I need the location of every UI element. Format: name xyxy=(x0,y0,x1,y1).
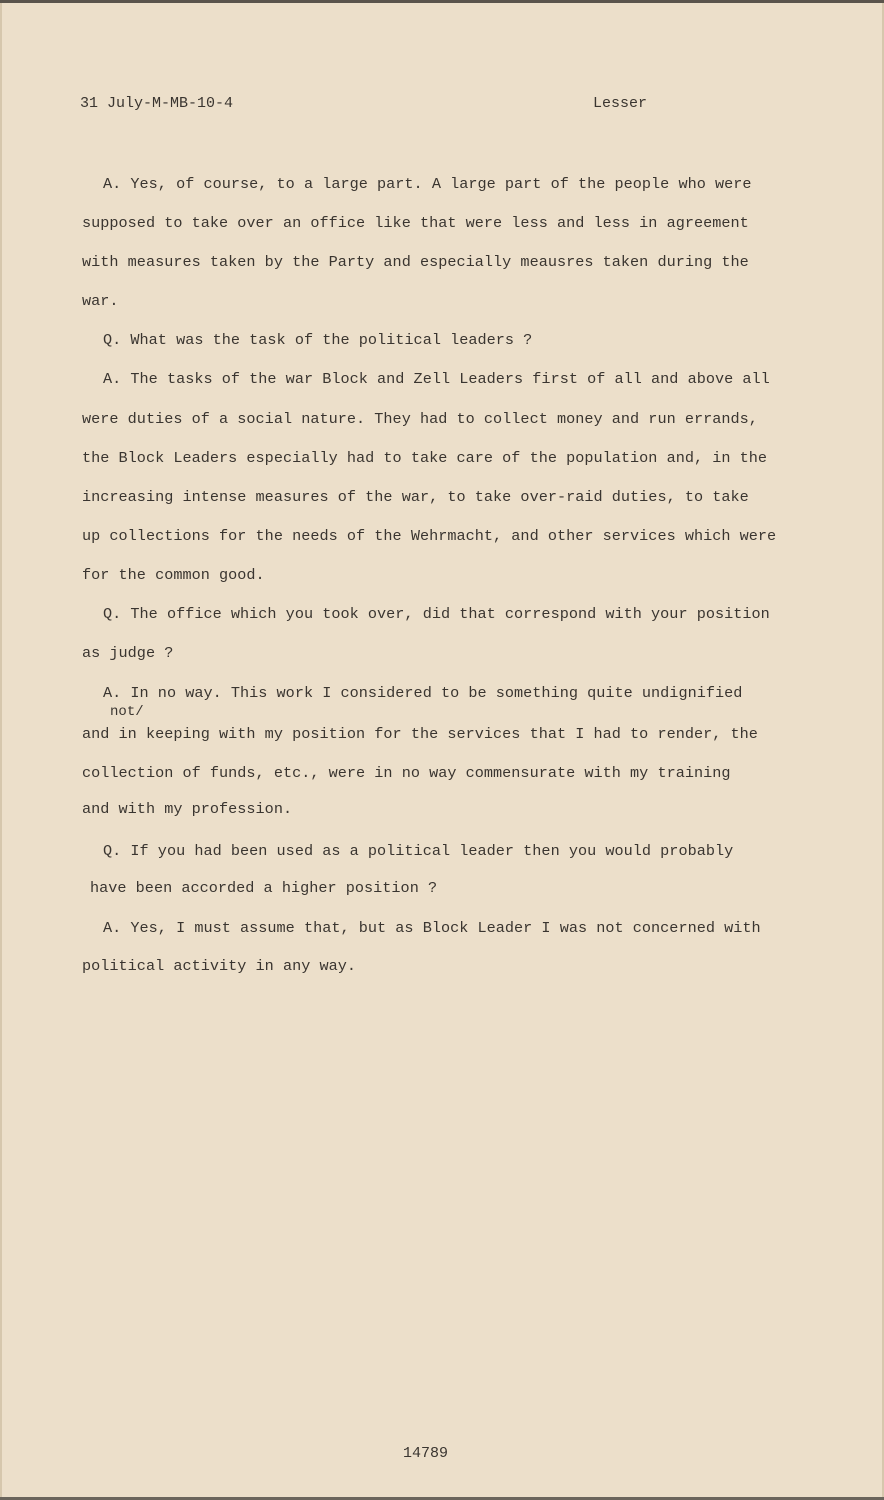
transcript-line: A. Yes, of course, to a large part. A large part of the people who were xyxy=(103,175,752,193)
transcript-line: A. Yes, I must assume that, but as Block Leader I was not concerned with xyxy=(103,919,761,937)
transcript-line: with measures taken by the Party and especially meausres taken during the xyxy=(82,253,749,271)
transcript-line: war. xyxy=(82,292,119,310)
document-reference: 31 July-M-MB-10-4 xyxy=(80,95,234,112)
transcript-line: and in keeping with my position for the services that I had to render, the xyxy=(82,725,758,743)
transcript-line: were duties of a social nature. They had to collect money and run errands, xyxy=(82,410,758,428)
transcript-line: Q. The office which you took over, did that correspond with your position xyxy=(103,605,770,623)
transcript-line: up collections for the needs of the Wehrmacht, and other services which were xyxy=(82,527,777,545)
transcript-line: as judge ? xyxy=(82,644,174,662)
transcript-line: Q. If you had been used as a political leader then you would probably xyxy=(103,842,734,860)
transcript-line: A. The tasks of the war Block and Zell Leaders first of all and above all xyxy=(103,370,770,388)
transcript-line: and with my profession. xyxy=(82,800,293,818)
transcript-line: have been accorded a higher position ? xyxy=(90,879,438,897)
transcript-line: collection of funds, etc., were in no way commensurate with my training xyxy=(82,764,731,782)
transcript-line: increasing intense measures of the war, to take over-raid duties, to take xyxy=(82,488,749,506)
page-number: 14789 xyxy=(403,1445,449,1462)
transcript-line: Q. What was the task of the political leaders ? xyxy=(103,331,533,349)
transcript-line: for the common good. xyxy=(82,566,265,584)
transcript-line: the Block Leaders especially had to take care of the population and, in the xyxy=(82,449,768,467)
transcript-line: A. In no way. This work I considered to be something quite undignified xyxy=(103,684,743,702)
transcript-line: political activity in any way. xyxy=(82,957,357,975)
witness-name: Lesser xyxy=(593,95,648,112)
transcript-line: supposed to take over an office like that were less and less in agreement xyxy=(82,214,749,232)
interlinear-insertion: not/ xyxy=(110,704,144,720)
